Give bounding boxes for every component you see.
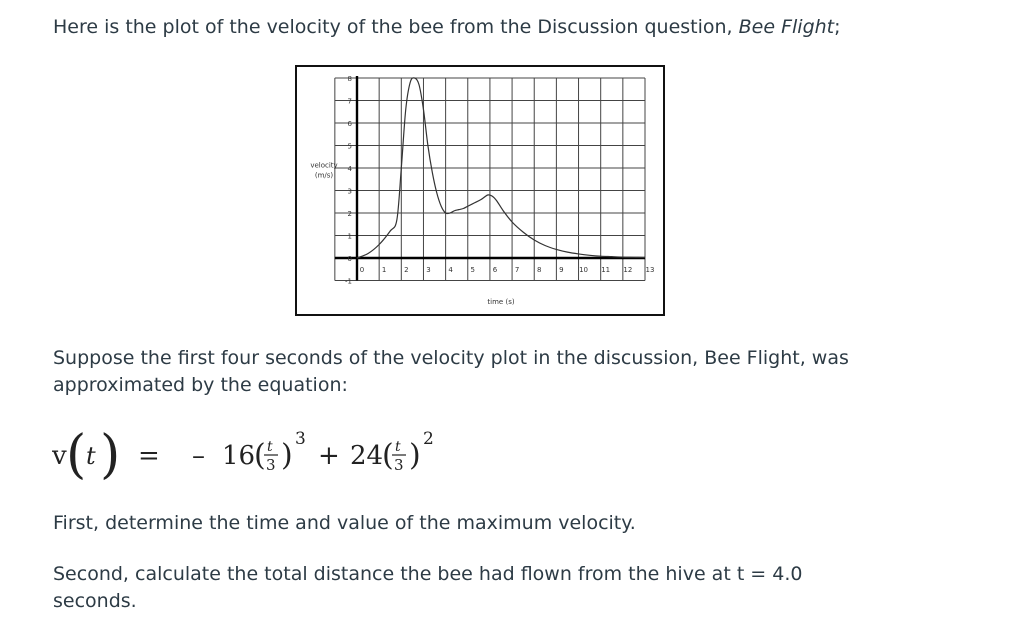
eq-power2: 2 <box>423 429 434 449</box>
velocity-chart <box>295 65 665 316</box>
eq-coef1: 16 <box>222 441 256 471</box>
x-tick-label: 9 <box>559 266 564 274</box>
question-part1: First, determine the time and value of the maximum velocity. <box>53 512 636 534</box>
intro-sentence: Here is the plot of the velocity of the bee from the Discussion question, <box>53 16 733 38</box>
eq-paren: ( <box>382 438 394 473</box>
x-tick-label: 8 <box>536 266 542 274</box>
eq-power1: 3 <box>295 429 306 449</box>
x-tick-label: 12 <box>623 266 633 274</box>
intro-text <box>53 14 841 41</box>
y-tick-label: -1 <box>345 277 352 286</box>
eq-paren: ) <box>100 425 121 485</box>
x-tick-label: 5 <box>470 266 476 274</box>
intro-trailing: ; <box>834 16 841 38</box>
x-tick-label: 3 <box>426 266 431 274</box>
y-tick-label: 3 <box>347 187 352 196</box>
x-tick-label: 10 <box>579 266 588 274</box>
eq-paren: ( <box>254 438 266 473</box>
y-axis-label-unit: (m/s) <box>314 171 334 180</box>
x-tick-label: 2 <box>404 266 409 274</box>
velocity-chart-svg <box>297 67 663 314</box>
eq-frac-den: 3 <box>394 456 404 474</box>
velocity-equation <box>52 418 532 488</box>
eq-func: v <box>52 441 67 471</box>
eq-paren: ) <box>409 438 421 473</box>
y-axis-label: velocity <box>310 161 338 170</box>
intro-emphasis: Bee Flight <box>738 16 835 38</box>
question-part2: Second, calculate the total distance the bee had flown from the hive at t = 4.0 seconds. <box>53 563 803 612</box>
x-tick-label: 7 <box>514 266 520 274</box>
y-tick-label: 1 <box>347 232 352 241</box>
y-tick-label: 2 <box>347 210 352 218</box>
eq-plus: + <box>318 441 340 471</box>
eq-var: t <box>86 442 96 470</box>
x-tick-label: 13 <box>645 266 655 274</box>
eq-paren: ) <box>281 438 293 473</box>
x-axis-label: time (s) <box>487 298 515 306</box>
x-tick-label: 11 <box>601 266 611 274</box>
y-tick-label: 6 <box>347 120 352 128</box>
eq-paren: ( <box>66 425 87 485</box>
eq-equals: = <box>138 441 160 471</box>
eq-coef2: 24 <box>350 441 384 471</box>
y-tick-label: 7 <box>347 97 352 106</box>
question-setup: Suppose the first four seconds of the velocity plot in the discussion, Bee Flight, was approximated by the equation: <box>53 347 849 396</box>
x-tick-label: 4 <box>448 266 453 274</box>
x-tick-label: 0 <box>359 266 365 274</box>
x-tick-label: 1 <box>381 266 387 274</box>
y-tick-label: 5 <box>347 142 352 151</box>
eq-frac-num: t <box>267 439 273 455</box>
y-tick-label: 4 <box>347 165 352 173</box>
x-tick-label: 6 <box>492 266 498 274</box>
eq-minus: – <box>192 441 205 471</box>
eq-frac-num: t <box>395 439 401 455</box>
y-tick-label: 8 <box>347 75 352 83</box>
y-tick-label: 0 <box>347 255 352 263</box>
eq-frac-den: 3 <box>266 456 276 474</box>
